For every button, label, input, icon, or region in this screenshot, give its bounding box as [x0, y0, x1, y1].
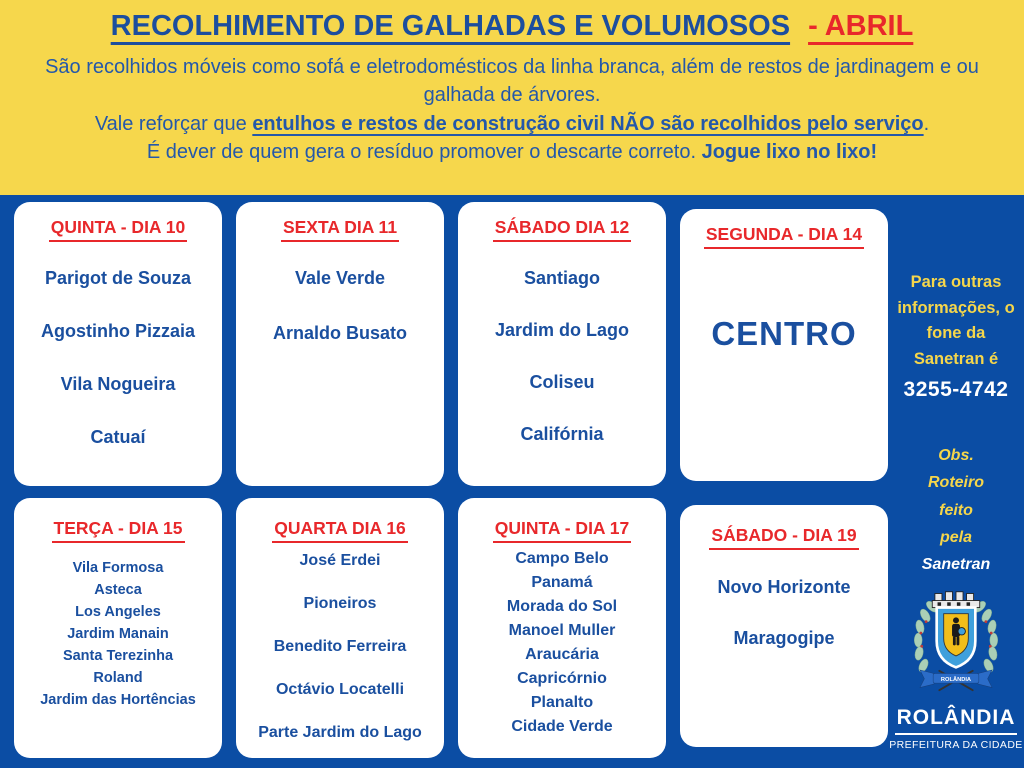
neighborhood-item: Capricórnio	[517, 670, 607, 687]
page-title-month: - ABRIL	[808, 10, 914, 42]
card-day-header: SEGUNDA - DIA 14	[704, 224, 864, 249]
obs-line-sanetran: Sanetran	[921, 556, 991, 573]
card-day-header-wrap	[680, 224, 888, 249]
city-crest-icon	[906, 590, 1006, 706]
intro-text-2a: Vale reforçar que	[94, 112, 253, 135]
neighborhood-item: Parigot de Souza	[44, 268, 192, 288]
card-day-header-wrap	[14, 518, 222, 543]
neighborhood-item: Maragogipe	[733, 628, 835, 648]
neighborhood-item: Santa Terezinha	[62, 648, 174, 664]
neighborhood-item: Vale Verde	[294, 268, 386, 288]
schedule-card-dia-15	[14, 498, 222, 758]
obs-line: Roteiro	[928, 474, 984, 492]
neighborhood-item: Cidade Verde	[511, 718, 613, 735]
intro-paragraph-3	[14, 138, 1010, 166]
neighborhood-item: Roland	[93, 670, 143, 686]
contact-info-text: Para outras informações, o fone da Sanetran é	[897, 273, 1015, 368]
card-day-header: TERÇA - DIA 15	[52, 518, 185, 543]
neighborhood-item: Jardim Manain	[67, 626, 169, 642]
schedule-board	[0, 195, 1024, 768]
card-day-header: QUARTA DIA 16	[272, 518, 408, 543]
neighborhood-item: Catuaí	[90, 427, 146, 447]
city-subtitle: PREFEITURA DA CIDADE	[889, 739, 1023, 752]
schedule-cards	[14, 202, 888, 768]
card-day-header: QUINTA - DIA 10	[49, 217, 188, 242]
neighborhood-item: Coliseu	[529, 372, 595, 392]
neighborhood-item: Agostinho Pizzaia	[40, 321, 195, 341]
page-title-text: RECOLHIMENTO DE GALHADAS E VOLUMOSOS	[110, 10, 791, 42]
page-title	[14, 10, 1010, 43]
schedule-card-dia-17	[458, 498, 666, 758]
neighborhood-list	[236, 552, 444, 742]
intro-text-3a: É dever de quem gera o resíduo promover o descarte correto.	[146, 141, 702, 164]
schedule-card-dia-11	[236, 202, 444, 486]
neighborhood-item: Morada do Sol	[506, 598, 618, 615]
neighborhood-list	[680, 315, 888, 353]
neighborhood-item: Califórnia	[520, 424, 604, 444]
neighborhood-list	[14, 560, 222, 708]
intro-paragraph-2	[14, 110, 1010, 138]
schedule-card-dia-16	[236, 498, 444, 758]
neighborhood-item: José Erdei	[299, 552, 381, 569]
schedule-card-dia-10	[14, 202, 222, 486]
neighborhood-item: Arnaldo Busato	[272, 323, 407, 343]
card-day-header-wrap	[458, 217, 666, 242]
intro-text-2-emphasis: entulhos e restos de construção civil NÃO são recolhidos pelo serviço	[252, 112, 924, 135]
card-day-header-wrap	[14, 217, 222, 242]
card-day-header: SÁBADO - DIA 19	[709, 525, 858, 550]
card-day-header: QUINTA - DIA 17	[493, 518, 632, 543]
obs-line: feito	[939, 501, 973, 519]
schedule-card-dia-12	[458, 202, 666, 486]
intro-text-2b: .	[923, 112, 930, 135]
neighborhood-list	[236, 268, 444, 344]
neighborhood-item: Jardim do Lago	[494, 320, 629, 340]
card-day-header-wrap	[680, 525, 888, 550]
neighborhood-item: Vila Formosa	[72, 560, 164, 576]
header-band	[0, 0, 1024, 195]
neighborhood-item: Planalto	[530, 694, 594, 711]
obs-line: pela	[939, 528, 972, 546]
neighborhood-item: Araucária	[525, 646, 599, 663]
crest-banner-text: ROLÂNDIA	[940, 677, 972, 684]
neighborhood-item: CENTRO	[711, 315, 857, 352]
phone-number: 3255-4742	[903, 378, 1009, 402]
card-row-1	[14, 202, 888, 486]
card-day-header: SEXTA DIA 11	[281, 217, 399, 242]
schedule-card-dia-14	[680, 209, 888, 481]
card-day-header-wrap	[236, 217, 444, 242]
neighborhood-item: Novo Horizonte	[717, 577, 851, 597]
sidebar	[888, 202, 1024, 768]
neighborhood-list	[680, 577, 888, 649]
intro-text-3-emphasis: Jogue lixo no lixo!	[701, 141, 878, 164]
card-row-2	[14, 498, 888, 758]
neighborhood-item: Manoel Muller	[508, 622, 616, 639]
neighborhood-item: Asteca	[94, 582, 142, 598]
intro-text-1: São recolhidos móveis como sofá e eletrodomésticos da linha branca, além de restos de jardinagem e ou galhada de árvores.	[45, 56, 979, 107]
neighborhood-item: Santiago	[523, 268, 600, 288]
neighborhood-item: Vila Nogueira	[60, 374, 176, 394]
neighborhood-item: Octávio Locatelli	[275, 681, 405, 698]
neighborhood-list	[458, 268, 666, 445]
neighborhood-list	[14, 268, 222, 448]
neighborhood-item: Los Angeles	[75, 604, 161, 620]
card-day-header: SÁBADO DIA 12	[493, 217, 632, 242]
neighborhood-item: Panamá	[531, 574, 593, 591]
obs-note	[922, 442, 990, 578]
neighborhood-item: Pioneiros	[303, 595, 377, 612]
schedule-card-dia-19	[680, 505, 888, 747]
city-name: ROLÂNDIA	[895, 706, 1018, 735]
neighborhood-item: Campo Belo	[515, 550, 609, 567]
obs-line: Obs.	[938, 447, 974, 465]
neighborhood-list	[458, 550, 666, 736]
neighborhood-item: Benedito Ferreira	[273, 638, 407, 655]
intro-paragraph-1	[14, 53, 1010, 110]
card-day-header-wrap	[458, 518, 666, 543]
neighborhood-item: Jardim das Hortências	[40, 692, 196, 708]
neighborhood-item: Parte Jardim do Lago	[258, 724, 422, 741]
card-day-header-wrap	[236, 518, 444, 543]
